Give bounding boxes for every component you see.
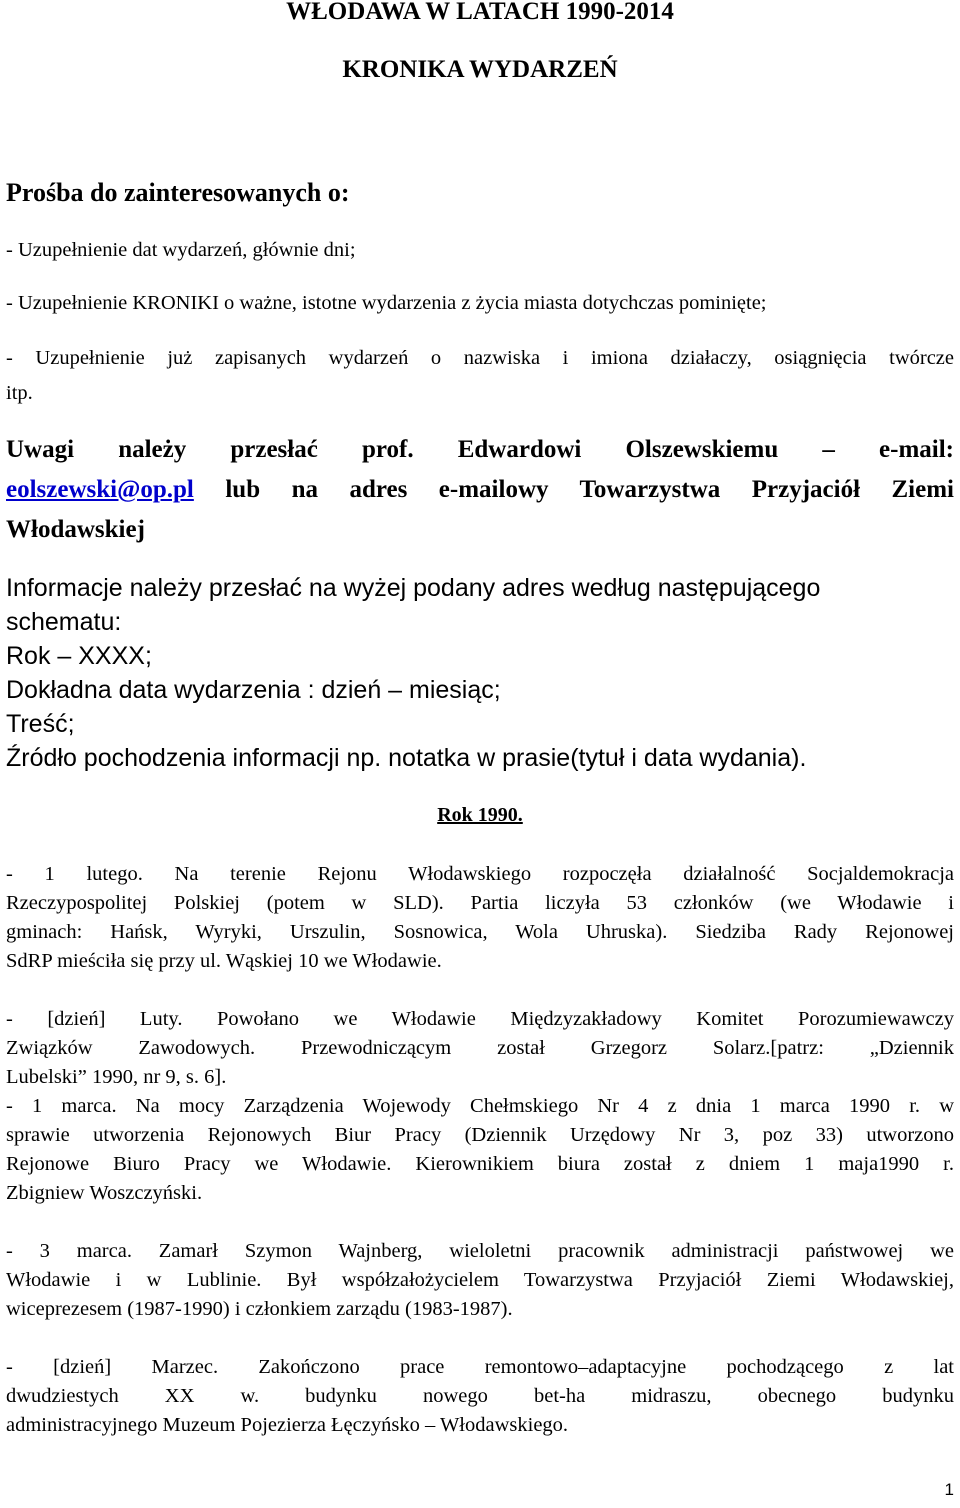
entry-line: Rejonowe Biuro Pracy we Włodawie. Kierownikiem biura został z dniem 1 maja1990 r. bbox=[6, 1153, 954, 1175]
entry-line: - 3 marca. Zamarł Szymon Wajnberg, wieloletni pracownik administracji państwowej we bbox=[6, 1240, 954, 1262]
schema-line: Treść; bbox=[6, 710, 75, 738]
entry-line: sprawie utworzenia Rejonowych Biur Pracy (Dziennik Urzędowy Nr 3, poz 33) utworzono bbox=[6, 1124, 954, 1146]
entry-line: Rzeczypospolitej Polskiej (potem w SLD). Partia liczyła 53 członków (we Włodawie i bbox=[6, 892, 954, 914]
contact-line-2-text: lub na adres e-mailowy Towarzystwa Przyjaciół Ziemi bbox=[193, 476, 954, 503]
schema-line: Informacje należy przesłać na wyżej podany adres według następującego bbox=[6, 574, 821, 602]
entry-line: wiceprezesem (1987-1990) i członkiem zarządu (1983-1987). bbox=[6, 1298, 513, 1320]
schema-line: Dokładna data wydarzenia : dzień – miesiąc; bbox=[6, 676, 501, 704]
entry-line: Lubelski” 1990, nr 9, s. 6]. bbox=[6, 1066, 227, 1088]
contact-line-1: Uwagi należy przesłać prof. Edwardowi Olszewskiemu – e-mail: bbox=[6, 436, 954, 463]
request-item: - Uzupełnienie już zapisanych wydarzeń o nazwiska i imiona działaczy, osiągnięcia twórcze bbox=[6, 347, 954, 369]
contact-line-3: Włodawskiej bbox=[6, 516, 145, 543]
entry-line: Włodawie i w Lublinie. Był współzałożycielem Towarzystwa Przyjaciół Ziemi Włodawskiej, bbox=[6, 1269, 954, 1291]
contact-line-2 bbox=[6, 468, 954, 511]
email-link[interactable]: eolszewski@op.pl bbox=[6, 476, 194, 503]
entry-line: administracyjnego Muzeum Pojezierza Łęczyńsko – Włodawskiego. bbox=[6, 1414, 569, 1436]
entry-line: Związków Zawodowych. Przewodniczącym został Grzegorz Solarz.[patrz: „Dziennik bbox=[6, 1037, 954, 1059]
request-item: - Uzupełnienie dat wydarzeń, głównie dni; bbox=[6, 239, 356, 261]
schema-line: Źródło pochodzenia informacji np. notatka w prasie(tytuł i data wydania). bbox=[6, 744, 807, 772]
page-number: 1 bbox=[944, 1480, 954, 1499]
entry-line: - 1 lutego. Na terenie Rejonu Włodawskiego rozpoczęła działalność Socjaldemokracja bbox=[6, 863, 954, 885]
request-item: itp. bbox=[6, 382, 33, 404]
entry-line: Zbigniew Woszczyński. bbox=[6, 1182, 203, 1204]
entry-line: SdRP mieściła się przy ul. Wąskiej 10 we Włodawie. bbox=[6, 950, 442, 972]
entry-line: - 1 marca. Na mocy Zarządzenia Wojewody Chełmskiego Nr 4 z dnia 1 marca 1990 r. w bbox=[6, 1095, 954, 1117]
entry-line: dwudziestych XX w. budynku nowego bet-ha midraszu, obecnego budynku bbox=[6, 1385, 954, 1407]
entry-line: gminach: Hańsk, Wyryki, Urszulin, Sosnowica, Wola Uhruska). Siedziba Rady Rejonowej bbox=[6, 921, 954, 943]
request-heading: Prośba do zainteresowanych o: bbox=[6, 178, 350, 207]
schema-line: schematu: bbox=[6, 608, 122, 636]
year-heading: Rok 1990. bbox=[437, 804, 523, 826]
request-item: - Uzupełnienie KRONIKI o ważne, istotne wydarzenia z życia miasta dotychczas pominięte; bbox=[6, 292, 767, 314]
page-title: WŁODAWA W LATACH 1990-2014 bbox=[286, 0, 674, 25]
entry-line: - [dzień] Marzec. Zakończono prace remontowo–adaptacyjne pochodzącego z lat bbox=[6, 1356, 954, 1378]
entry-line: - [dzień] Luty. Powołano we Włodawie Międzyzakładowy Komitet Porozumiewawczy bbox=[6, 1008, 954, 1030]
page-subtitle: KRONIKA WYDARZEŃ bbox=[342, 56, 618, 83]
schema-line: Rok – XXXX; bbox=[6, 642, 152, 670]
